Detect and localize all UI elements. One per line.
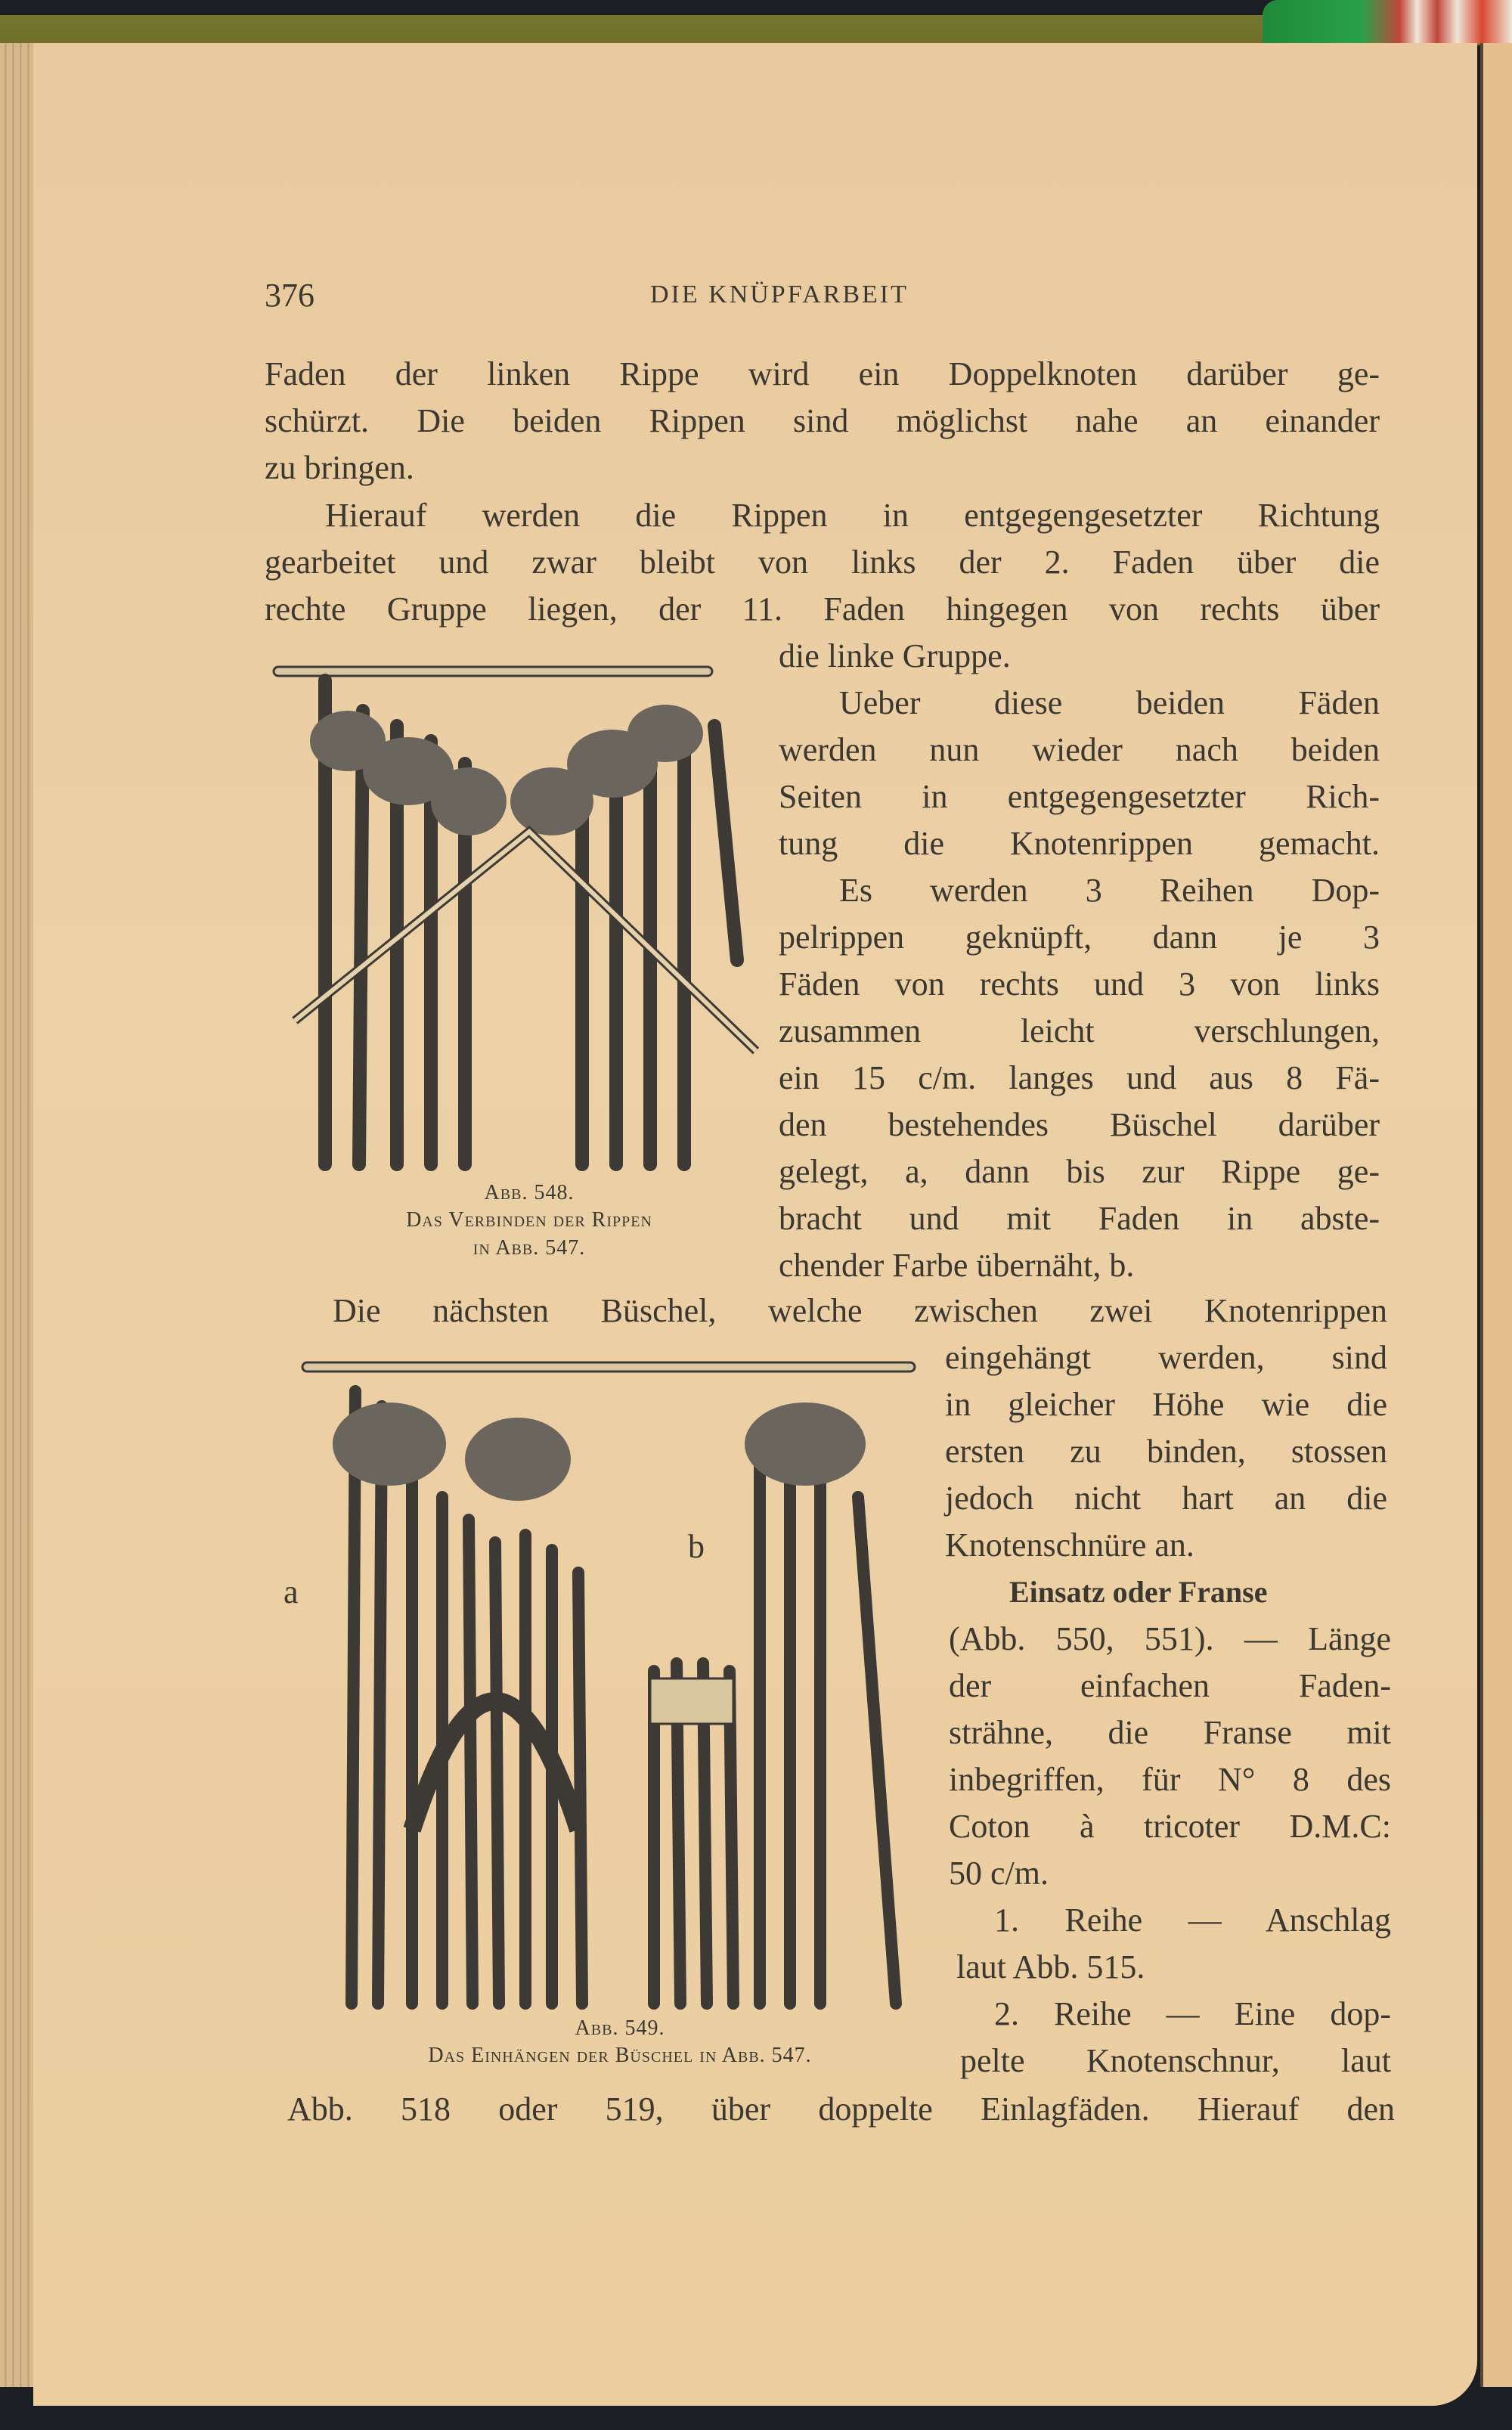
text-line: Fäden von rechts und 3 von links [779,965,1380,1003]
text-line: bracht und mit Faden in abste- [779,1200,1380,1237]
text-line: Seiten in entgegengesetzter Rich- [779,778,1380,815]
text-line: in gleicher Höhe wie die [945,1386,1387,1423]
chapter-title: DIE KNÜPFARBEIT [650,281,909,308]
text-line: zusammen leicht verschlungen, [779,1012,1380,1049]
text-line: werden nun wieder nach beiden [779,731,1380,768]
text-line: gelegt, a, dann bis zur Rippe ge- [779,1153,1380,1190]
text-line: strähne, die Franse mit [949,1714,1391,1751]
text-line: der einfachen Faden- [949,1667,1391,1704]
text-line: Abb. 518 oder 519, über doppelte Einlagfäden. Hierauf den [287,2091,1395,2128]
text-line: Die nächsten Büschel, welche zwischen zwei Knotenrippen [333,1292,1387,1329]
figure-548-caption-line1: Das Verbinden der Rippen [406,1208,652,1232]
text-line: Knotenschnüre an. [945,1526,1194,1564]
ribbon-bookmark [1263,0,1512,44]
text-line: pelrippen geknüpft, dann je 3 [779,919,1380,956]
text-line: die linke Gruppe. [779,637,1011,674]
figure-548-number: Abb. 548. [484,1181,575,1204]
figure-549-illustration [284,1346,926,2011]
text-line: 1. Reihe — Anschlag [994,1902,1391,1939]
text-line: Ueber diese beiden Fäden [839,684,1380,721]
figure-549-caption-line1: Das Einhängen der Büschel in Abb. 547. [428,2044,812,2068]
figure-549-label-b: b [688,1528,705,1565]
section-heading: Einsatz oder Franse [1009,1575,1268,1609]
book-cover-cloth [0,15,1482,45]
text-line: Es werden 3 Reihen Dop- [839,872,1380,909]
text-line: laut Abb. 515. [956,1948,1145,1985]
text-line: eingehängt werden, sind [945,1339,1387,1376]
figure-548-illustration [272,650,764,1172]
text-line: inbegriffen, für N° 8 des [949,1761,1391,1798]
text-line: zu bringen. [265,449,414,486]
figure-549-label-a: a [284,1573,299,1610]
text-line: den bestehendes Büschel darüber [779,1106,1380,1143]
figure-549-number: Abb. 549. [575,2016,665,2040]
text-line: (Abb. 550, 551). — Länge [949,1620,1391,1657]
page-edges [0,43,36,2387]
text-line: gearbeitet und zwar bleibt von links der 2. Faden über die [265,544,1380,581]
running-head [265,276,1399,321]
text-line: 2. Reihe — Eine dop- [994,1995,1391,2032]
text-line: ersten zu binden, stossen [945,1433,1387,1470]
page-number: 376 [265,277,314,314]
text-line: pelte Knotenschnur, laut [960,2042,1391,2079]
text-line: Hierauf werden die Rippen in entgegengesetzter Richtung [325,497,1380,534]
figure-549-caption [318,2015,922,2070]
text-line: ein 15 c/m. langes und aus 8 Fä- [779,1059,1380,1096]
figure-548-caption [325,1179,733,1262]
text-line: 50 c/m. [949,1855,1049,1892]
text-line: Faden der linken Rippe wird ein Doppelknoten darüber ge- [265,355,1380,392]
text-line: tung die Knotenrippen gemacht. [779,825,1380,862]
text-line: chender Farbe übernäht, b. [779,1247,1135,1284]
text-line: Coton à tricoter D.M.C: [949,1808,1391,1845]
adjacent-page-edge [1480,43,1512,2387]
figure-548-caption-line2: in Abb. 547. [472,1235,586,1260]
text-line: schürzt. Die beiden Rippen sind möglichst nahe an einander [265,402,1380,439]
text-line: rechte Gruppe liegen, der 11. Faden hingegen von rechts über [265,590,1380,628]
text-line: jedoch nicht hart an die [945,1480,1387,1517]
